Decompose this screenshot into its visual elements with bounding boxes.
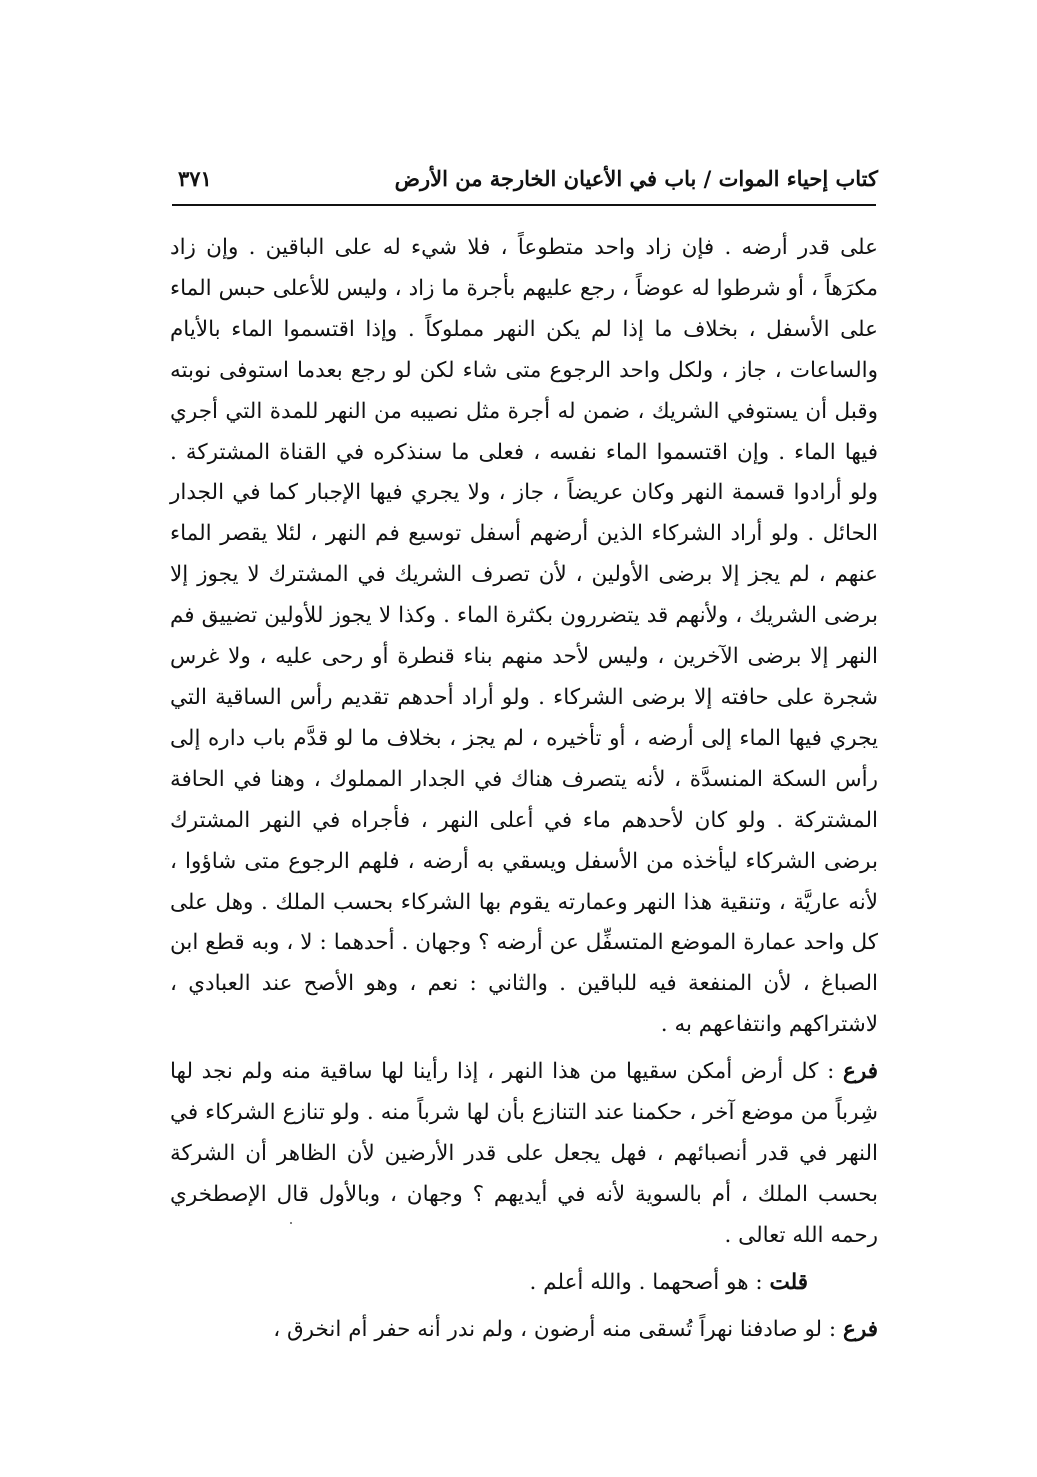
far-keyword: فرع (843, 1316, 878, 1342)
page-number: ٣٧١ (178, 166, 212, 191)
paragraph-far-2-text: : لو صادفنا نهراً تُسقى منه أرضون ، ولم ندر أنه حفر أم انخرق ، (273, 1316, 844, 1342)
qultu-keyword: قلت (769, 1269, 808, 1295)
print-speck (290, 1222, 292, 1224)
paragraph-far-2 (170, 1310, 878, 1351)
paragraph-main-text: على قدر أرضه . فإن زاد واحد متطوعاً ، فلا شيء له على الباقين . وإن زاد مكرَهاً ، أو شرطوا له عوضاً ، رجع عليهم بأجرة ما زاد ، وليس للأعلى حبس الماء على الأسفل ، بخلاف ما إذا لم يكن النهر مملوكاً . وإذا اقتسموا الماء بالأيام والساعات ، جاز ، ولكل واحد الرجوع متى شاء لكن لو رجع بعدما استوفى نوبته وقبل أن يستوفي الشريك ، ضمن له أجرة مثل نصيبه من النهر للمدة التي أجري فيها الماء . وإن اقتسموا الماء نفسه ، فعلى ما سنذكره في القناة المشتركة . ولو أرادوا قسمة النهر وكان عريضاً ، جاز ، ولا يجري فيها الإجبار كما في الجدار الحائل . ولو أراد الشركاء الذين أرضهم أسفل توسيع فم النهر ، لئلا يقصر الماء عنهم ، لم يجز إلا برضى الأولين ، لأن تصرف الشريك في المشترك لا يجوز إلا برضى الشريك ، ولأنهم قد يتضررون بكثرة الماء . وكذا لا يجوز للأولين تضييق فم النهر إلا برضى الآخرين ، وليس لأحد منهم بناء قنطرة أو رحى عليه ، ولا غرس شجرة على حافته إلا برضى الشركاء . ولو أراد أحدهم تقديم رأس الساقية التي يجري فيها الماء إلى أرضه ، أو تأخيره ، لم يجز ، بخلاف ما لو قدَّم باب داره إلى رأس السكة المنسدَّة ، لأنه يتصرف هناك في الجدار المملوك ، وهنا في الحافة المشتركة . ولو كان لأحدهم ماء في أعلى النهر ، فأجراه في النهر المشترك برضى الشركاء ليأخذه من الأسفل ويسقي به أرضه ، فلهم الرجوع متى شاؤوا ، لأنه عاريَّة ، وتنقية هذا النهر وعمارته يقوم بها الشركاء بحسب الملك . وهل على كل واحد عمارة الموضع المتسفِّل عن أرضه ؟ وجهان . أحدهما : لا ، وبه قطع ابن الصباغ ، لأن المنفعة فيه للباقين . والثاني : نعم ، وهو الأصح عند العبادي ، لاشتراكهم وانتفاعهم به . (170, 235, 878, 1038)
paragraph-far-1 (170, 1052, 878, 1257)
paragraph-qultu-text: : هو أصحهما . والله أعلم . (529, 1269, 770, 1295)
paragraph-far-1-text: : كل أرض أمكن سقيها من هذا النهر ، إذا رأينا لها ساقية منه ولم نجد لها شِرباً من موضع آخر ، حكمنا عند التنازع بأن لها شرباً منه . ولو تنازع الشركاء في النهر في قدر أنصبائهم ، فهل يجعل على قدر الأرضين لأن الظاهر أن الشركة بحسب الملك ، أم بالسوية لأنه في أيديهم ؟ وجهان ، وبالأول قال الإصطخري رحمه الله تعالى . (170, 1059, 878, 1248)
far-keyword: فرع (843, 1059, 878, 1085)
paragraph-qultu (170, 1263, 808, 1304)
header-title: كتاب إحياء الموات / باب في الأعيان الخارجة من الأرض (394, 166, 878, 191)
running-header (170, 162, 878, 202)
paragraph-main (170, 228, 878, 1046)
header-rule (172, 204, 876, 206)
body-text (170, 228, 878, 1350)
